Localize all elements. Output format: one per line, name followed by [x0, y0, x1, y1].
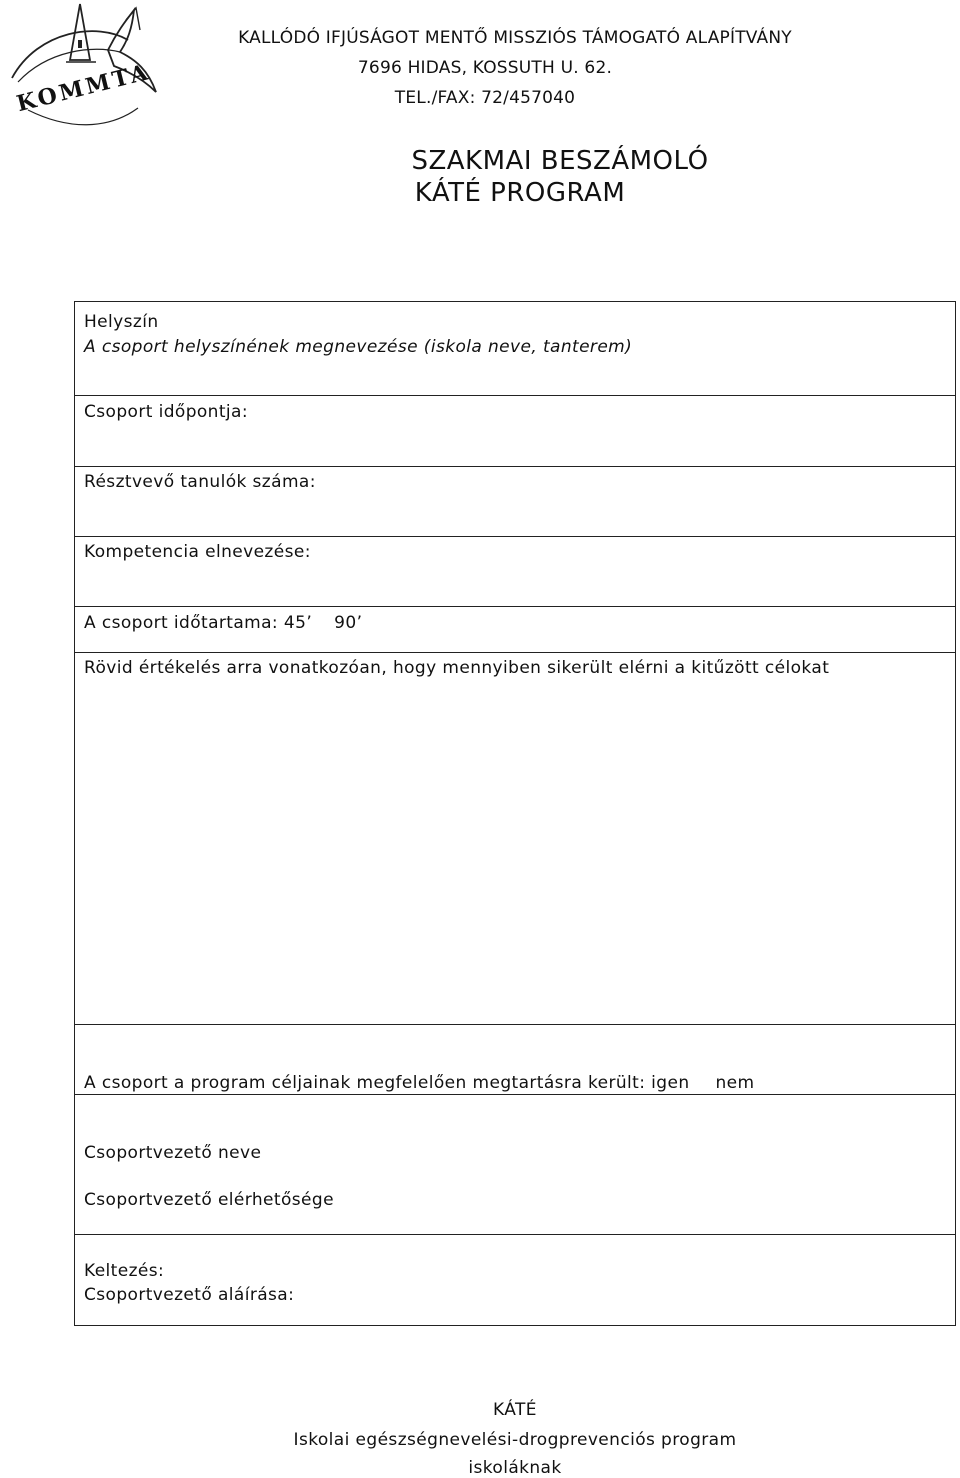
- organization-address: 7696 HIDAS, KOSSUTH U. 62.: [357, 58, 613, 78]
- location-hint: A csoport helyszínének megnevezése (iskola neve, tanterem): [84, 337, 633, 357]
- duration-option-90[interactable]: 90’: [334, 613, 363, 633]
- duration-line: [84, 613, 362, 633]
- organization-phone: TEL./FAX: 72/457040: [394, 88, 576, 108]
- footer-program-description: Iskolai egészségnevelési-drogprevenciós program: [293, 1430, 737, 1450]
- time-row[interactable]: [75, 395, 955, 467]
- organization-logo: [8, 0, 168, 150]
- evaluation-label: Rövid értékelés arra vonatkozóan, hogy mennyiben sikerült elérni a kitűzött célokat: [84, 658, 830, 678]
- report-form: [74, 301, 956, 1326]
- competence-label: Kompetencia elnevezése:: [84, 542, 311, 562]
- signature-label: Csoportvezető aláírása:: [84, 1285, 295, 1305]
- held-line: [84, 1073, 755, 1093]
- leader-row[interactable]: [75, 1094, 955, 1235]
- held-row: [75, 1024, 955, 1095]
- participants-label: Résztvevő tanulók száma:: [84, 472, 316, 492]
- report-title: SZAKMAI BESZÁMOLÓ: [411, 146, 709, 176]
- held-yes-option[interactable]: igen: [651, 1073, 690, 1093]
- competence-row[interactable]: [75, 536, 955, 607]
- leader-name-label: Csoportvezető neve: [84, 1143, 262, 1163]
- duration-label: A csoport időtartama:: [84, 613, 279, 633]
- participants-row[interactable]: [75, 466, 955, 537]
- location-row[interactable]: [75, 302, 955, 395]
- organization-name: KALLÓDÓ IFJÚSÁGOT MENTŐ MISSZIÓS TÁMOGATÓ ALAPÍTVÁNY: [238, 28, 792, 48]
- program-title: KÁTÉ PROGRAM: [414, 178, 626, 208]
- time-label: Csoport időpontja:: [84, 402, 248, 422]
- signature-row[interactable]: [75, 1234, 955, 1328]
- footer-target: iskoláknak: [468, 1458, 562, 1478]
- duration-option-45[interactable]: 45’: [283, 613, 313, 633]
- duration-row: [75, 606, 955, 653]
- date-label: Keltezés:: [84, 1261, 165, 1281]
- held-no-option[interactable]: nem: [715, 1073, 755, 1093]
- footer-program-name: KÁTÉ: [493, 1400, 537, 1420]
- leader-contact-label: Csoportvezető elérhetősége: [84, 1190, 334, 1210]
- held-label: A csoport a program céljainak megfelelően megtartásra került:: [84, 1073, 646, 1093]
- evaluation-row[interactable]: [75, 652, 955, 1025]
- logo-lettering: KOMMTA: [14, 58, 153, 118]
- location-label: Helyszín: [84, 312, 159, 332]
